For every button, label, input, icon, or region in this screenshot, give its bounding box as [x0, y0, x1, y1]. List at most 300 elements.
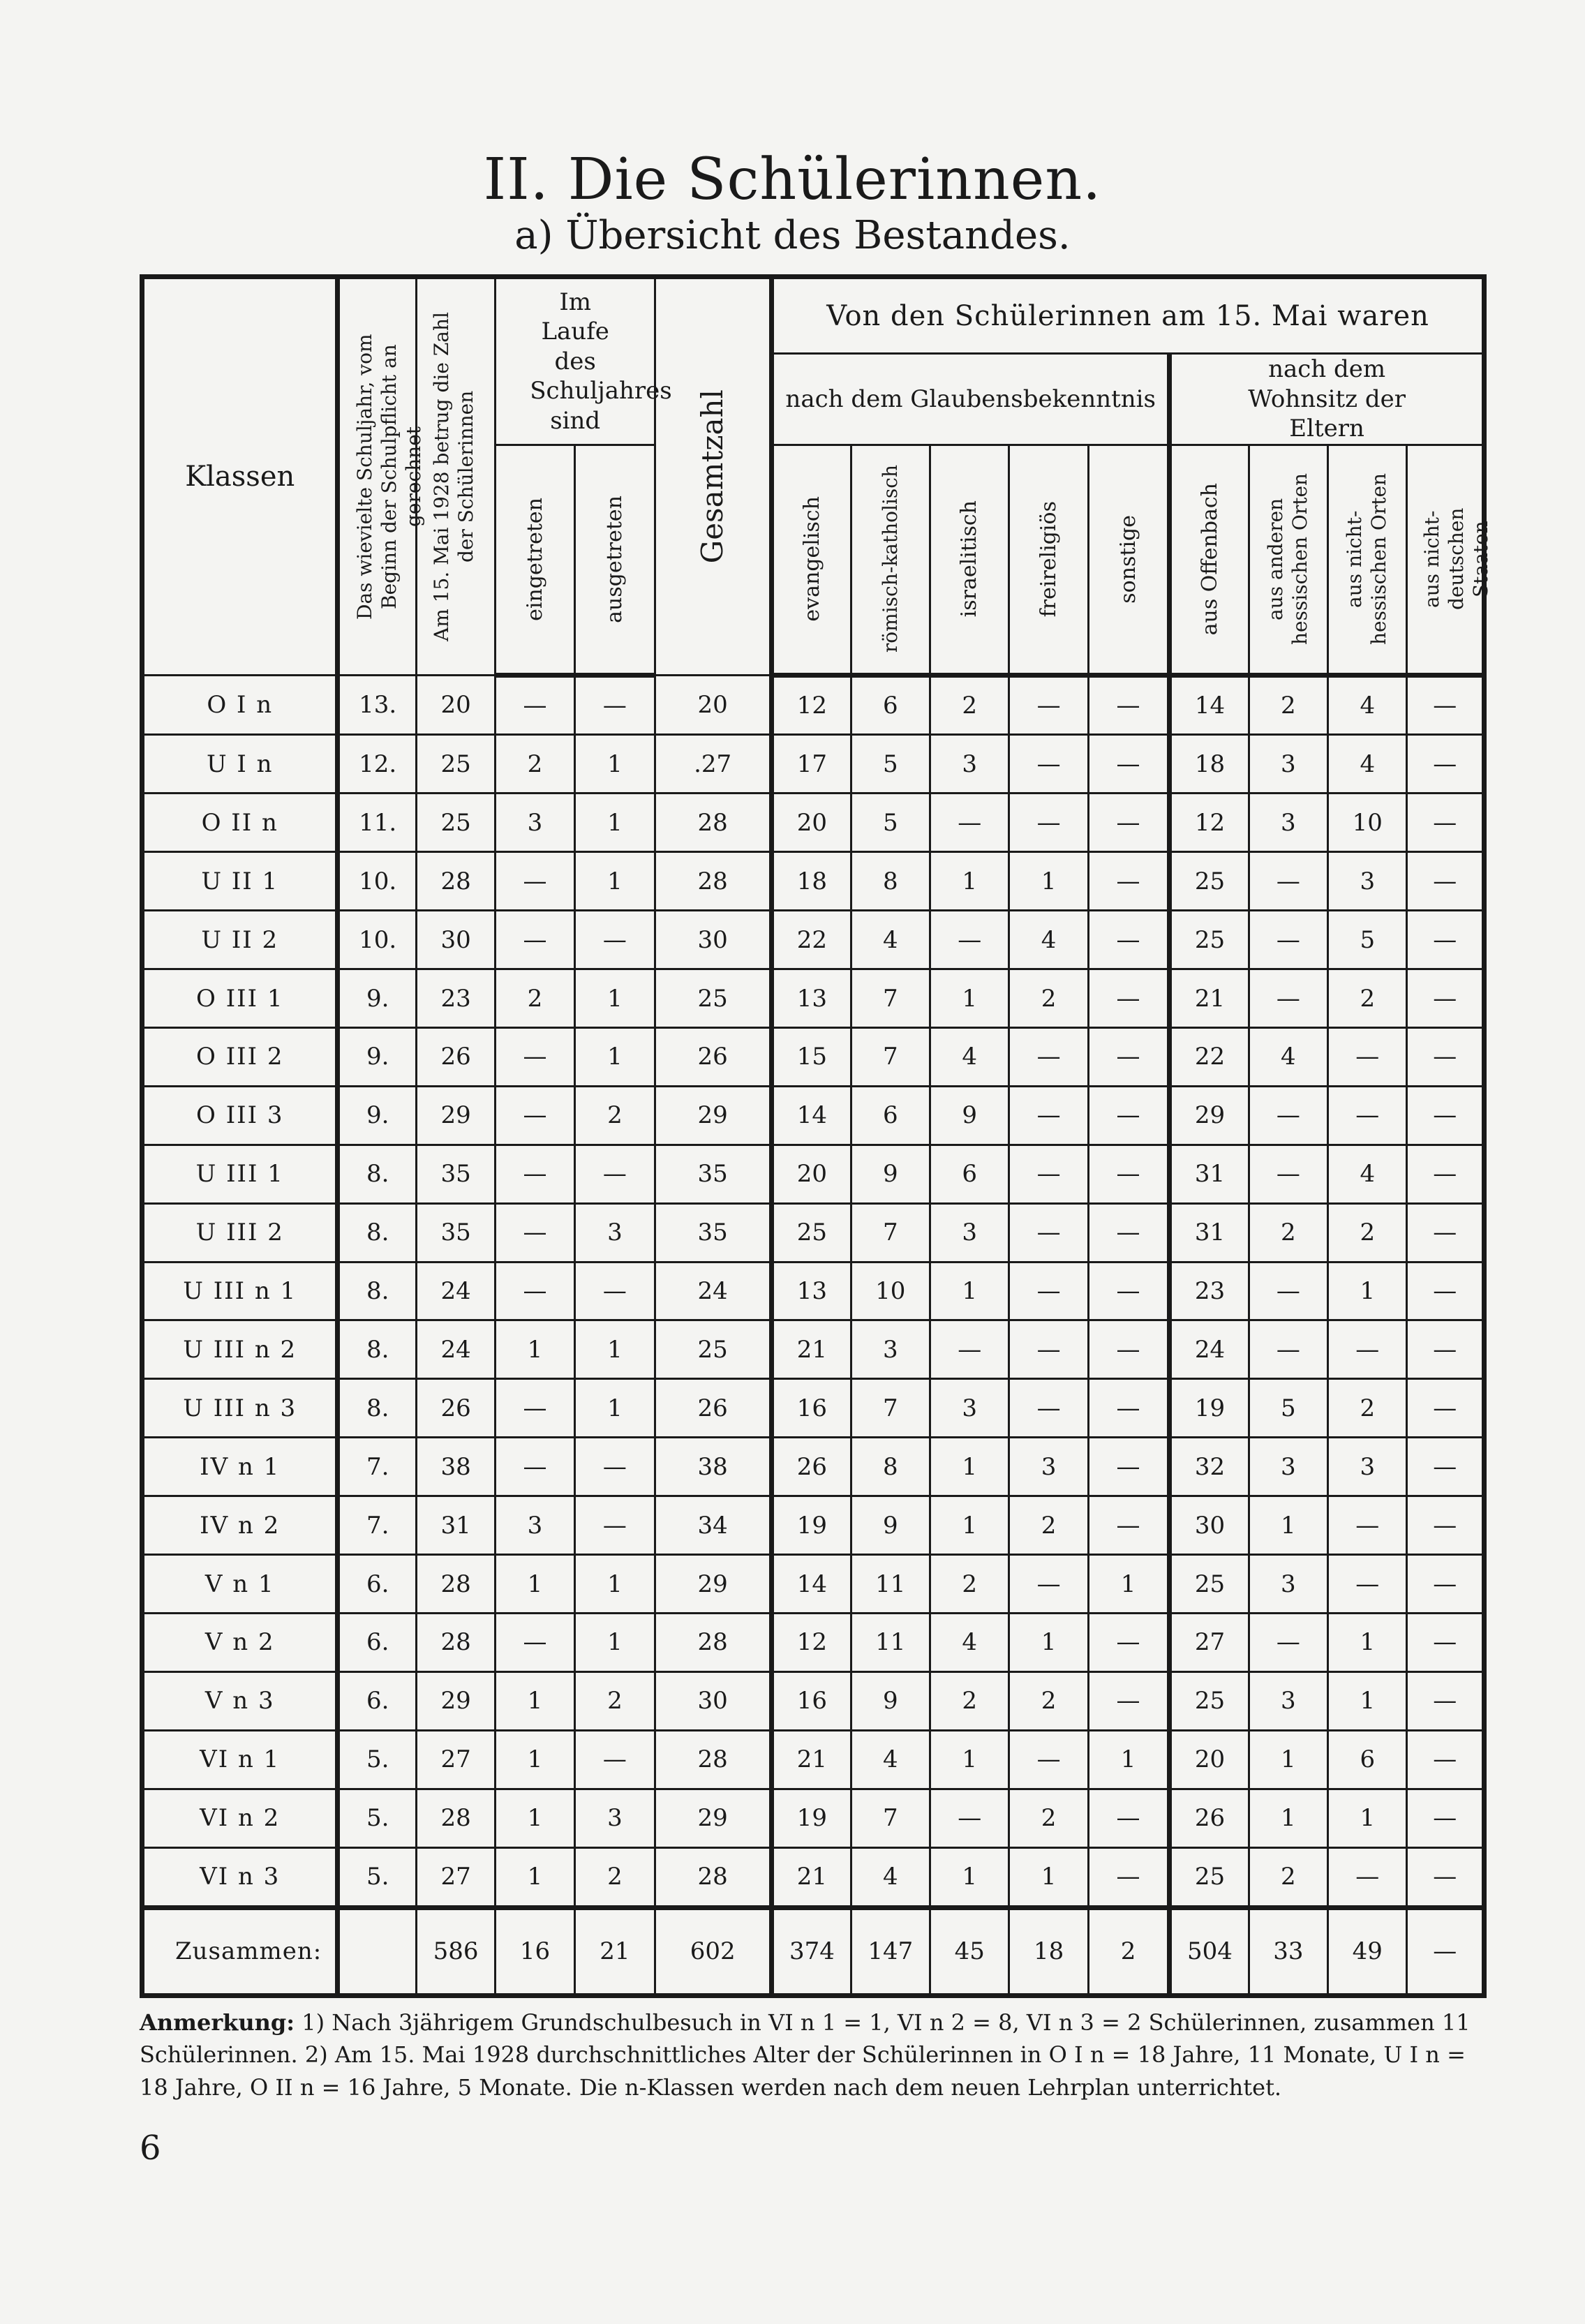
table-cell: 12 [772, 675, 851, 735]
table-cell: — [1407, 1614, 1484, 1672]
class-label-cell: O II n [142, 794, 338, 852]
table-cell: — [930, 1789, 1009, 1847]
table-cell: — [1407, 1086, 1484, 1145]
table-cell: 5 [851, 794, 930, 852]
table-cell: 17 [772, 735, 851, 794]
class-label-cell: IV n 2 [142, 1496, 338, 1555]
table-cell: 3 [930, 735, 1009, 794]
table-cell: 7 [851, 1027, 930, 1086]
table-cell: 25 [1170, 911, 1249, 969]
table-cell: 6. [338, 1671, 416, 1730]
table-cell: 9. [338, 1027, 416, 1086]
header-nicht-hessisch: aus nicht-hessischen Orten [1328, 445, 1407, 675]
table-cell: 22 [1170, 1027, 1249, 1086]
table-cell: 33 [1249, 1907, 1327, 1995]
table-cell: 4 [851, 1847, 930, 1907]
class-label-cell: U III 2 [142, 1203, 338, 1262]
table-cell: 1 [930, 1496, 1009, 1555]
table-cell: 35 [416, 1203, 495, 1262]
table-cell: — [1088, 852, 1169, 911]
table-cell: — [1407, 1145, 1484, 1203]
table-cell: — [1088, 1496, 1169, 1555]
table-cell: 2 [1009, 969, 1088, 1028]
table-row [142, 1496, 1484, 1555]
table-cell: 30 [655, 911, 772, 969]
table-cell: 23 [416, 969, 495, 1028]
table-cell: 30 [416, 911, 495, 969]
table-cell: 2 [1088, 1907, 1169, 1995]
table-cell: — [1088, 1614, 1169, 1672]
table-cell: — [574, 911, 655, 969]
table-cell: 25 [655, 969, 772, 1028]
table-cell: 8. [338, 1379, 416, 1438]
table-cell: — [496, 1203, 574, 1262]
table-cell: — [1088, 1203, 1169, 1262]
table-cell: — [1249, 1145, 1327, 1203]
table-cell: 602 [655, 1907, 772, 1995]
table-cell: 30 [1170, 1496, 1249, 1555]
table-cell: 1 [496, 1789, 574, 1847]
table-cell: — [496, 1379, 574, 1438]
table-cell: — [1088, 1320, 1169, 1379]
table-cell: 31 [1170, 1145, 1249, 1203]
class-label-cell: O III 1 [142, 969, 338, 1028]
table-cell: — [1249, 1320, 1327, 1379]
table-cell: 7. [338, 1438, 416, 1496]
table-cell: 18 [772, 852, 851, 911]
table-cell: 27 [416, 1730, 495, 1789]
table-cell: — [574, 1145, 655, 1203]
table-cell: 26 [655, 1379, 772, 1438]
table-row [142, 969, 1484, 1028]
table-cell: — [1328, 1496, 1407, 1555]
table-cell: — [1088, 1438, 1169, 1496]
table-row [142, 794, 1484, 852]
table-row [142, 735, 1484, 794]
table-cell: — [1407, 911, 1484, 969]
table-cell: — [1407, 1555, 1484, 1614]
table-cell: 1 [574, 735, 655, 794]
table-cell: — [930, 911, 1009, 969]
table-cell: 20 [772, 794, 851, 852]
table-cell: 25 [416, 735, 495, 794]
table-cell: 1 [930, 1847, 1009, 1907]
table-cell: — [1088, 1027, 1169, 1086]
table-cell: 25 [772, 1203, 851, 1262]
table-cell: 38 [655, 1438, 772, 1496]
table-cell: 4 [851, 1730, 930, 1789]
table-cell: — [1407, 1027, 1484, 1086]
table-row [142, 1379, 1484, 1438]
table-cell: 11. [338, 794, 416, 852]
table-cell: 28 [416, 1789, 495, 1847]
table-cell: 1 [1328, 1614, 1407, 1672]
table-cell: 12. [338, 735, 416, 794]
table-cell: 26 [416, 1027, 495, 1086]
table-cell: — [1088, 1086, 1169, 1145]
table-cell: — [1328, 1320, 1407, 1379]
table-cell: — [1328, 1555, 1407, 1614]
table-cell: 21 [772, 1847, 851, 1907]
table-cell: 21 [772, 1320, 851, 1379]
class-label-cell: VI n 2 [142, 1789, 338, 1847]
table-cell: — [1407, 1438, 1484, 1496]
table-cell: — [496, 675, 574, 735]
table-cell: 5. [338, 1847, 416, 1907]
table-cell: 4 [930, 1614, 1009, 1672]
table-cell: 29 [655, 1555, 772, 1614]
table-cell: — [1249, 1614, 1327, 1672]
table-row [142, 1555, 1484, 1614]
table-cell: — [1088, 1145, 1169, 1203]
table-cell: 21 [1170, 969, 1249, 1028]
table-cell: 9 [851, 1496, 930, 1555]
table-cell: 3 [1249, 1555, 1327, 1614]
table-cell: 20 [772, 1145, 851, 1203]
table-cell: 1 [496, 1555, 574, 1614]
table-cell: 10. [338, 911, 416, 969]
table-cell: 7 [851, 1203, 930, 1262]
table-cell: — [1088, 1262, 1169, 1320]
table-cell: 504 [1170, 1907, 1249, 1995]
table-cell: 28 [655, 794, 772, 852]
table-cell: 26 [1170, 1789, 1249, 1847]
table-cell: 20 [655, 675, 772, 735]
table-cell: 26 [772, 1438, 851, 1496]
header-israelitisch: israelitisch [930, 445, 1009, 675]
table-cell: 1 [1328, 1789, 1407, 1847]
table-cell: 10 [1328, 794, 1407, 852]
table-cell: 38 [416, 1438, 495, 1496]
table-cell: 15 [772, 1027, 851, 1086]
class-label-cell: U III n 3 [142, 1379, 338, 1438]
table-cell: 6 [1328, 1730, 1407, 1789]
table-cell: 27 [416, 1847, 495, 1907]
table-cell: 19 [1170, 1379, 1249, 1438]
table-cell: 34 [655, 1496, 772, 1555]
table-cell: 3 [930, 1203, 1009, 1262]
table-cell: 25 [416, 794, 495, 852]
table-cell: 28 [655, 852, 772, 911]
table-cell: 1 [574, 1320, 655, 1379]
table-cell: 8. [338, 1203, 416, 1262]
table-cell: 21 [772, 1730, 851, 1789]
table-cell: 4 [851, 911, 930, 969]
table-cell: 11 [851, 1614, 930, 1672]
table-cell: 25 [1170, 1671, 1249, 1730]
table-cell: 1 [1009, 852, 1088, 911]
table-cell: 6. [338, 1614, 416, 1672]
table-cell: 22 [772, 911, 851, 969]
table-cell: 3 [1249, 1671, 1327, 1730]
table-cell: 147 [851, 1907, 930, 1995]
table-cell: — [1088, 1847, 1169, 1907]
table-row [142, 1086, 1484, 1145]
header-im-laufe: Im Laufe des Schuljahres sind [496, 277, 655, 445]
header-offenbach: aus Offenbach [1170, 445, 1249, 675]
class-label-cell: V n 2 [142, 1614, 338, 1672]
table-cell: 2 [1009, 1789, 1088, 1847]
table-cell: — [1088, 1379, 1169, 1438]
table-cell: 6 [930, 1145, 1009, 1203]
table-cell: 5 [1328, 911, 1407, 969]
table-cell: 6 [851, 675, 930, 735]
table-cell: 28 [655, 1614, 772, 1672]
table-cell: 24 [1170, 1320, 1249, 1379]
table-cell: — [1088, 911, 1169, 969]
table-cell: 23 [1170, 1262, 1249, 1320]
table-cell: — [930, 794, 1009, 852]
table-cell: 16 [772, 1379, 851, 1438]
table-cell: — [1088, 1789, 1169, 1847]
table-row [142, 1320, 1484, 1379]
table-cell: 9. [338, 969, 416, 1028]
table-cell: — [496, 852, 574, 911]
table-cell: — [1328, 1847, 1407, 1907]
table-cell: 2 [574, 1671, 655, 1730]
class-label-cell: U I n [142, 735, 338, 794]
table-row [142, 675, 1484, 735]
table-cell: 24 [416, 1262, 495, 1320]
table-cell: 19 [772, 1789, 851, 1847]
table-cell: 1 [1249, 1730, 1327, 1789]
table-cell: 14 [772, 1555, 851, 1614]
table-cell: 6 [851, 1086, 930, 1145]
table-cell: 3 [496, 794, 574, 852]
table-cell: 29 [1170, 1086, 1249, 1145]
table-cell: 24 [655, 1262, 772, 1320]
table-cell: 1 [1088, 1730, 1169, 1789]
table-cell: — [1328, 1027, 1407, 1086]
class-label-cell: V n 1 [142, 1555, 338, 1614]
table-cell: 2 [574, 1086, 655, 1145]
table-cell: — [1407, 1671, 1484, 1730]
table-cell: 28 [416, 1614, 495, 1672]
table-cell: 2 [496, 969, 574, 1028]
footnote-text: 1) Nach 3jährigem Grundschulbesuch in VI n 1 = 1, VI n 2 = 8, VI n 3 = 2 Schülerinnen, zusammen 11 Schülerinnen. 2) Am 15. Mai 1928 durchschnittliches Alter der Schülerinnen in O I n = 18 Jahre, 11 Monate, U I n = 18 Jahre, O II n = 16 Jahre, 5 Monate. Die n-Klassen werden nach dem neuen Lehrplan unterrichtet. [140, 2009, 1471, 2101]
table-cell: 4 [1328, 675, 1407, 735]
table-cell: 8. [338, 1320, 416, 1379]
table-cell: 3 [574, 1203, 655, 1262]
table-cell: 45 [930, 1907, 1009, 1995]
table-cell: 28 [416, 1555, 495, 1614]
table-cell: 35 [655, 1203, 772, 1262]
table-cell: — [1407, 1320, 1484, 1379]
table-cell: — [1407, 1496, 1484, 1555]
table-row [142, 1847, 1484, 1907]
table-cell: 25 [655, 1320, 772, 1379]
table-cell: 1 [574, 852, 655, 911]
table-cell: 9. [338, 1086, 416, 1145]
header-schuljahr: Das wievielte Schuljahr, vom Beginn der Schulpflicht an gerechnet [338, 277, 416, 676]
table-cell: 3 [1009, 1438, 1088, 1496]
table-row [142, 1262, 1484, 1320]
table-total-row [142, 1907, 1484, 1995]
page-subtitle: a) Übersicht des Bestandes. [514, 213, 1071, 258]
table-cell: 4 [1328, 1145, 1407, 1203]
table-cell: 29 [416, 1086, 495, 1145]
table-cell: — [1009, 1379, 1088, 1438]
table-cell: — [574, 1262, 655, 1320]
table-cell: — [1088, 735, 1169, 794]
table-cell: 1 [574, 1614, 655, 1672]
table-row [142, 911, 1484, 969]
table-cell: 7 [851, 969, 930, 1028]
table-cell: — [930, 1320, 1009, 1379]
table-cell: 28 [655, 1847, 772, 1907]
table-cell: — [1407, 1379, 1484, 1438]
table-cell: — [1009, 1320, 1088, 1379]
table-cell: 32 [1170, 1438, 1249, 1496]
table-cell: 18 [1009, 1907, 1088, 1995]
table-cell: 1 [496, 1730, 574, 1789]
table-row [142, 852, 1484, 911]
table-cell: 29 [655, 1086, 772, 1145]
table-cell: 16 [772, 1671, 851, 1730]
table-cell: 1 [930, 969, 1009, 1028]
table-cell: 7 [851, 1379, 930, 1438]
table-cell: — [1249, 969, 1327, 1028]
class-label-cell: V n 3 [142, 1671, 338, 1730]
table-cell: — [1009, 1086, 1088, 1145]
class-label-cell: U III n 1 [142, 1262, 338, 1320]
table-cell: 1 [1249, 1789, 1327, 1847]
table-cell: — [1407, 794, 1484, 852]
table-cell: — [496, 1614, 574, 1672]
table-cell: 30 [655, 1671, 772, 1730]
table-cell: 374 [772, 1907, 851, 1995]
table-cell: 1 [496, 1671, 574, 1730]
table-cell: — [1009, 675, 1088, 735]
table-cell: — [1009, 1203, 1088, 1262]
table-cell: — [496, 1262, 574, 1320]
table-cell: — [1407, 1907, 1484, 1995]
table-cell: — [496, 1086, 574, 1145]
table-cell: — [1009, 1555, 1088, 1614]
table-cell: — [574, 1438, 655, 1496]
table-cell: 1 [574, 1555, 655, 1614]
class-label-cell: IV n 1 [142, 1438, 338, 1496]
table-cell: — [574, 1730, 655, 1789]
table-cell: — [1249, 911, 1327, 969]
table-cell: 2 [1009, 1496, 1088, 1555]
table-cell: 4 [930, 1027, 1009, 1086]
table-cell: 35 [416, 1145, 495, 1203]
table-cell: 3 [496, 1496, 574, 1555]
table-cell: 5 [851, 735, 930, 794]
table-cell: 1 [496, 1320, 574, 1379]
class-label-cell: U III 1 [142, 1145, 338, 1203]
table-cell: 31 [1170, 1203, 1249, 1262]
table-cell: 35 [655, 1145, 772, 1203]
table-cell: 13 [772, 969, 851, 1028]
table-cell: — [1088, 675, 1169, 735]
table-cell: 12 [1170, 794, 1249, 852]
header-zahl-mai: Am 15. Mai 1928 betrug die Zahl der Schülerinnen [416, 277, 495, 676]
table-cell: — [1407, 675, 1484, 735]
table-cell: 20 [416, 675, 495, 735]
table-cell: 2 [1249, 1203, 1327, 1262]
class-label-cell: VI n 3 [142, 1847, 338, 1907]
header-sonstige: sonstige [1088, 445, 1169, 675]
class-label-cell: Zusammen: [142, 1907, 338, 1995]
table-cell: — [1009, 1145, 1088, 1203]
table-cell: 8. [338, 1145, 416, 1203]
table-cell: 586 [416, 1907, 495, 1995]
table-cell: 1 [1328, 1262, 1407, 1320]
table-cell: — [1249, 1262, 1327, 1320]
table-cell: 2 [930, 1671, 1009, 1730]
page-title: II. Die Schülerinnen. [483, 147, 1102, 213]
table-cell: 25 [1170, 1555, 1249, 1614]
table-cell: 4 [1249, 1027, 1327, 1086]
class-label-cell: VI n 1 [142, 1730, 338, 1789]
table-cell: 2 [930, 675, 1009, 735]
table-cell: — [1407, 735, 1484, 794]
table-row [142, 1145, 1484, 1203]
table-cell: — [574, 1496, 655, 1555]
page-number: 6 [140, 2129, 161, 2168]
table-cell: 3 [1328, 1438, 1407, 1496]
table-cell: — [1407, 1730, 1484, 1789]
table-cell: — [1407, 1203, 1484, 1262]
table-cell: — [1407, 1262, 1484, 1320]
table-cell: 1 [930, 1262, 1009, 1320]
table-cell: 5. [338, 1789, 416, 1847]
table-cell: — [1407, 1847, 1484, 1907]
table-cell: — [1407, 969, 1484, 1028]
table-cell: — [1009, 1027, 1088, 1086]
table-cell: 1 [930, 852, 1009, 911]
header-nicht-deutsch: aus nicht-deutschen Staaten [1407, 445, 1484, 675]
header-eingetreten: eingetreten [496, 445, 574, 675]
table-cell: 5 [1249, 1379, 1327, 1438]
table-cell: 2 [574, 1847, 655, 1907]
table-cell: 4 [1328, 735, 1407, 794]
table-cell: 2 [1249, 675, 1327, 735]
header-anderen-orten: aus anderen hessischen Orten [1249, 445, 1327, 675]
class-label-cell: U II 2 [142, 911, 338, 969]
table-cell: 2 [1249, 1847, 1327, 1907]
table-cell: 28 [655, 1730, 772, 1789]
table-cell: — [1088, 1671, 1169, 1730]
table-cell: 11 [851, 1555, 930, 1614]
table-cell: — [1407, 1789, 1484, 1847]
table-cell: 3 [930, 1379, 1009, 1438]
table-cell: 1 [574, 969, 655, 1028]
table-cell: 1 [930, 1730, 1009, 1789]
table-cell: — [1328, 1086, 1407, 1145]
table-cell: 8 [851, 1438, 930, 1496]
table-cell: 1 [1088, 1555, 1169, 1614]
table-cell: 10. [338, 852, 416, 911]
class-label-cell: U II 1 [142, 852, 338, 911]
table-cell: 2 [496, 735, 574, 794]
table-cell: 1 [574, 1027, 655, 1086]
table-cell: 1 [1009, 1614, 1088, 1672]
table-cell: 3 [1249, 735, 1327, 794]
table-cell: 24 [416, 1320, 495, 1379]
table-cell: 49 [1328, 1907, 1407, 1995]
table-cell: 8. [338, 1262, 416, 1320]
table-cell: 5. [338, 1730, 416, 1789]
table-cell: — [1009, 735, 1088, 794]
table-cell: 2 [930, 1555, 1009, 1614]
table-row [142, 1789, 1484, 1847]
table-cell: 20 [1170, 1730, 1249, 1789]
table-cell: 9 [930, 1086, 1009, 1145]
footnote-label: Anmerkung: [140, 2009, 295, 2036]
